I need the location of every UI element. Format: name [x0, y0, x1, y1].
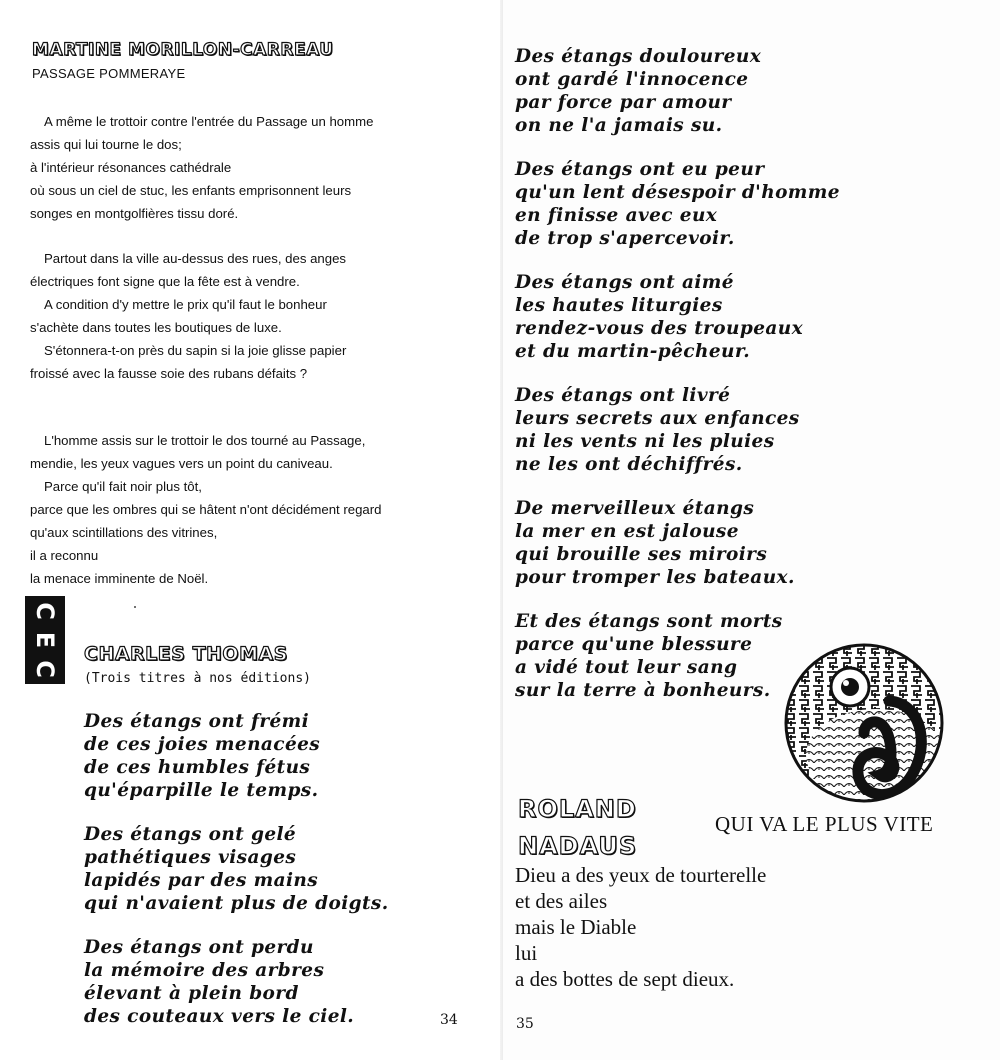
- poem-line: et des ailes: [515, 889, 608, 913]
- poem-title-passage: PASSAGE POMMERAYE: [32, 66, 186, 81]
- poem-line: qu'éparpille le temps.: [84, 780, 319, 801]
- author-name-nadaus-line1: ROLAND: [518, 795, 637, 823]
- poem-line: rendez-vous des troupeaux: [515, 318, 804, 339]
- poem-line: parce qu'une blessure: [515, 634, 753, 655]
- author-name-nadaus-line2: NADAUS: [518, 832, 638, 860]
- prose-line: qu'aux scintillations des vitrines,: [30, 525, 218, 540]
- poem-line: et du martin-pêcheur.: [515, 341, 751, 362]
- poem-line: de trop s'apercevoir.: [515, 228, 735, 249]
- prose-line: froissé avec la fausse soie des rubans défaits ?: [30, 366, 308, 381]
- poem-line: ne les ont déchiffrés.: [515, 454, 743, 475]
- stanza: [515, 497, 840, 589]
- poem-line: qu'un lent désespoir d'homme: [515, 182, 840, 203]
- stanza: [515, 158, 840, 250]
- poem-line: ont gardé l'innocence: [515, 69, 749, 90]
- poem-line: des couteaux vers le ciel.: [84, 1006, 355, 1027]
- prose-line: où sous un ciel de stuc, les enfants emprisonnent leurs: [30, 183, 352, 198]
- cec-logo-letter: C: [31, 660, 59, 679]
- cec-logo-letter: C: [31, 601, 59, 620]
- prose-line: mendie, les yeux vagues vers un point du caniveau.: [30, 456, 333, 471]
- author-name-thomas: CHARLES THOMAS: [84, 643, 288, 665]
- poem-line: élevant à plein bord: [84, 983, 299, 1004]
- prose-line: Partout dans la ville au-dessus des rues, des anges: [44, 251, 347, 266]
- poem-line: Des étangs ont perdu: [84, 937, 314, 958]
- poem-line: Des étangs ont gelé: [84, 824, 297, 845]
- poem-qui-va-le-plus-vite: [515, 862, 766, 992]
- decorative-emblem-illustration: [784, 643, 944, 803]
- prose-line: électriques font signe que la fête est à vendre.: [30, 274, 300, 289]
- poem-etangs-part-2: [515, 45, 840, 723]
- poem-line: en finisse avec eux: [515, 205, 718, 226]
- poem-line: leurs secrets aux enfances: [515, 408, 800, 429]
- poem-line: Dieu a des yeux de tourterelle: [515, 863, 767, 887]
- poem-line: a des bottes de sept dieux.: [515, 967, 735, 991]
- page-number-right: 35: [516, 1016, 534, 1032]
- poem-line: ni les vents ni les pluies: [515, 431, 775, 452]
- author-name-morillon: MARTINE MORILLON-CARREAU: [32, 40, 334, 60]
- poem-line: Des étangs ont eu peur: [515, 159, 765, 180]
- prose-line: la menace imminente de Noël.: [30, 571, 209, 586]
- cec-logo-letter: E: [31, 631, 59, 649]
- prose-paragraph-2: [30, 247, 450, 385]
- poem-line: de ces humbles fétus: [84, 757, 311, 778]
- poem-line: les hautes liturgies: [515, 295, 723, 316]
- poem-line: qui brouille ses miroirs: [515, 544, 768, 565]
- poem-line: qui n'avaient plus de doigts.: [84, 893, 389, 914]
- poem-line: la mémoire des arbres: [84, 960, 325, 981]
- cec-logo: [25, 596, 65, 684]
- poem-title-qui-va-le-plus-vite: QUI VA LE PLUS VITE: [715, 812, 934, 836]
- stanza: [84, 936, 389, 1028]
- prose-line: parce que les ombres qui se hâtent n'ont décidément regard: [30, 502, 382, 517]
- prose-line: L'homme assis sur le trottoir le dos tourné au Passage,: [44, 433, 366, 448]
- poem-etangs-part-1: [84, 710, 389, 1049]
- poem-line: on ne l'a jamais su.: [515, 115, 723, 136]
- poem-line: pour tromper les bateaux.: [515, 567, 795, 588]
- prose-line: A condition d'y mettre le prix qu'il faut le bonheur: [44, 297, 327, 312]
- stanza: [84, 710, 389, 802]
- poem-line: Des étangs ont aimé: [515, 272, 734, 293]
- prose-paragraph-1: [30, 110, 450, 225]
- stanza: [515, 45, 840, 137]
- prose-line: Parce qu'il fait noir plus tôt,: [44, 479, 202, 494]
- poem-line: lui: [515, 941, 538, 965]
- poem-line: Des étangs ont livré: [515, 385, 731, 406]
- prose-paragraph-3: [30, 429, 450, 590]
- author-note: (Trois titres à nos éditions): [84, 671, 311, 686]
- poem-line: Et des étangs sont morts: [515, 611, 783, 632]
- stanza: [515, 271, 840, 363]
- page-number-left: 34: [440, 1012, 458, 1028]
- stanza: [84, 823, 389, 915]
- poem-line: pathétiques visages: [84, 847, 297, 868]
- poem-line: Des étangs douloureux: [515, 46, 762, 67]
- printing-speck: [134, 606, 136, 608]
- prose-line: S'étonnera-t-on près du sapin si la joie glisse papier: [44, 343, 347, 358]
- poem-line: lapidés par des mains: [84, 870, 319, 891]
- prose-line: songes en montgolfières tissu doré.: [30, 206, 239, 221]
- poem-line: Des étangs ont frémi: [84, 711, 310, 732]
- poem-line: par force par amour: [515, 92, 732, 113]
- stanza: [515, 384, 840, 476]
- poem-line: De merveilleux étangs: [515, 498, 755, 519]
- poem-line: de ces joies menacées: [84, 734, 321, 755]
- prose-line: à l'intérieur résonances cathédrale: [30, 160, 232, 175]
- poem-line: a vidé tout leur sang: [515, 657, 738, 678]
- poem-line: sur la terre à bonheurs.: [515, 680, 771, 701]
- prose-line: assis qui lui tourne le dos;: [30, 137, 182, 152]
- prose-line: s'achète dans toutes les boutiques de luxe.: [30, 320, 282, 335]
- prose-line: il a reconnu: [30, 548, 99, 563]
- prose-line: A même le trottoir contre l'entrée du Passage un homme: [44, 114, 374, 129]
- poem-line: la mer en est jalouse: [515, 521, 739, 542]
- poem-line: mais le Diable: [515, 915, 637, 939]
